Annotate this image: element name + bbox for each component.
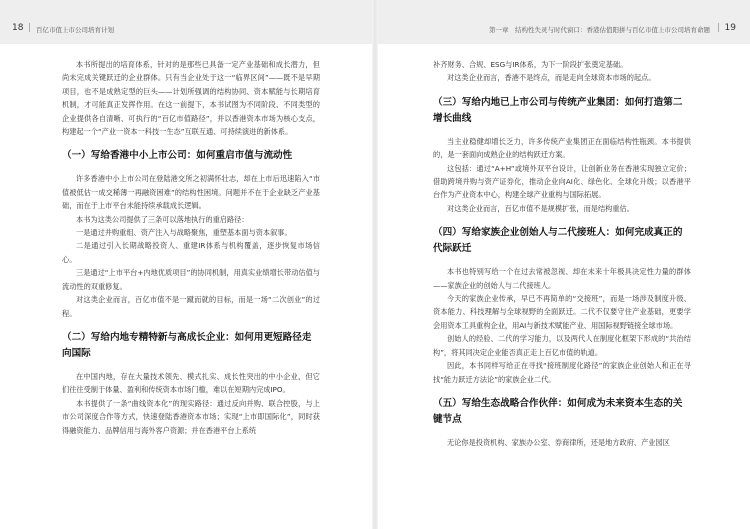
left-page-header xyxy=(0,0,372,44)
body-paragraph: 对这类企业而言，百亿市值不是一蹴而就的目标，而是一场“二次创业”的过程。 xyxy=(62,295,320,318)
right-page-body xyxy=(433,58,691,449)
body-paragraph: 三是通过“上市平台+内地优质项目”的协同机制，用真实业绩增长带动估值与流动性的双重修复。 xyxy=(62,268,320,291)
body-paragraph: 因此，本书同样写给正在寻找“接班制度化路径”的家族企业创始人和正在寻找“能力跃迁方法论”的家族企业二代。 xyxy=(433,361,691,384)
body-paragraph: 本书也特别写给一个在过去常被忽视、却在未来十年极具决定性力量的群体——家族企业的创始人与二代接班人。 xyxy=(433,267,691,290)
body-paragraph: 今天的家族企业传承，早已不再简单的“交接班”，而是一场涉及制度升级、资本能力、科技理解与全球视野的全面跃迁。二代不仅要守住产业基础，更要学会用资本工具重构企业，用AI与新技术赋能产业、用国际视野链接全球市场。 xyxy=(433,294,691,330)
body-paragraph: 当主业稳健却增长乏力，许多传统产业集团正在面临结构性瓶颈。本书提供的，是一套面向成熟企业的结构跃迁方案。 xyxy=(433,136,691,160)
right-running-title: 第一章 结构性失灵与时代窗口：香港估值阳拼与百亿市值上市公司培育命题 xyxy=(489,26,710,34)
right-page-header xyxy=(378,0,750,44)
body-paragraph: 补齐财务、合规、ESG与IR体系，为下一阶段扩张奠定基础。 xyxy=(433,60,628,69)
left-running-title: 百亿市值上市公司培育计划 xyxy=(36,26,114,34)
body-paragraph: 一是通过并购重组、资产注入与战略聚焦，重塑基本面与资本叙事。 xyxy=(76,228,292,238)
right-page-number: 19 xyxy=(724,23,736,33)
section-heading-hk-smes: （一）写给香港中小上市公司：如何重启市值与流动性 xyxy=(62,150,293,162)
section-heading-listed-groups: （三）写给内地已上市公司与传统产业集团：如何打造第二增长曲线 xyxy=(433,96,683,124)
section-heading-mainland-growth: （二）写给内地专精特新与高成长企业：如何用更短路径走向国际 xyxy=(62,331,312,359)
book-gutter xyxy=(372,0,378,529)
body-paragraph: 创始人的经验、二代的学习能力，以及两代人在制度化框架下形成的“共治结构”，将其同决定企业能否真正走上百亿市值的轨道。 xyxy=(433,334,691,357)
body-paragraph: 对这类企业而言，香港不是终点，而是走向全球资本市场的起点。 xyxy=(447,73,656,83)
header-separator: | xyxy=(716,23,720,33)
body-paragraph: 无论你是投资机构、家族办公室、券商律所，还是地方政府、产业园区 xyxy=(447,437,670,447)
body-paragraph: 本书为这类公司提供了三条可以落地执行的重启路径： xyxy=(76,214,249,224)
header-separator: | xyxy=(28,23,32,33)
body-paragraph: 本书提供了一条“曲线资本化”的现实路径：通过反向并购、联合控股，与上市公司深度合作等方式，快速登陆香港资本市场；实现“上市即国际化”，同时获得融资能力、品牌信用与海外客户资源；并在香港平台上系统 xyxy=(62,398,320,435)
left-page-body xyxy=(62,58,320,437)
body-paragraph: 许多香港中小上市公司在登陆港交所之初满怀壮志，却在上市后迅速陷入“市值被低估一成交稀薄一再融资困难”的结构性困境。问题并不在于企业缺乏产业基础，而在于上市平台未能持续承载成长逻辑。 xyxy=(62,174,320,211)
body-paragraph: 这包括：通过“A+H”或境外双平台设计，让创新业务在香港实现独立定价；借助跨境并购与资产证券化，推动企业向AI化、绿色化、全球化升级；以香港平台作为产业资本中心，构建全球产业重构与国际拓展。 xyxy=(433,163,691,200)
body-paragraph: 在中国内地，存在大量技术领先、模式扎实、成长性突出的中小企业，但它们往往受制于体量、盈利和传统资本市场门槛，难以在短期内完成IPO。 xyxy=(62,371,320,395)
section-heading-family-business: （四）写给家族企业创始人与二代接班人：如何完成真正的代际跃迁 xyxy=(433,227,683,255)
left-page-number: 18 xyxy=(12,23,24,33)
body-paragraph: 二是通过引入长期战略投资人、重建IR体系与机构覆盖，逐步恢复市场信心。 xyxy=(62,241,320,264)
body-paragraph: 对这类企业而言，百亿市值不是规模扩张，而是结构重估。 xyxy=(447,203,634,213)
section-heading-ecosystem-partners: （五）写给生态战略合作伙伴：如何成为未来资本生态的关键节点 xyxy=(433,397,683,425)
intro-paragraph: 本书所提出的培育体系，针对的是那些已具备一定产业基础和成长潜力，但尚未完成关键跃迁的企业群体。只有当企业处于这一“临界区间”——既不是早期项目，也不是成熟定型的巨头——计划所强调的结构协同、资本赋能与长期培育机制，才可能真正发挥作用。在这一前提下，本书试图为不同阶段、不同类型的企业提供各自清晰、可执行的“百亿市值路径”，并以香港资本市场为核心支点，构建起一个“产业一资本一科技一生态”互联互通、可持续演进的新体系。 xyxy=(62,60,320,137)
